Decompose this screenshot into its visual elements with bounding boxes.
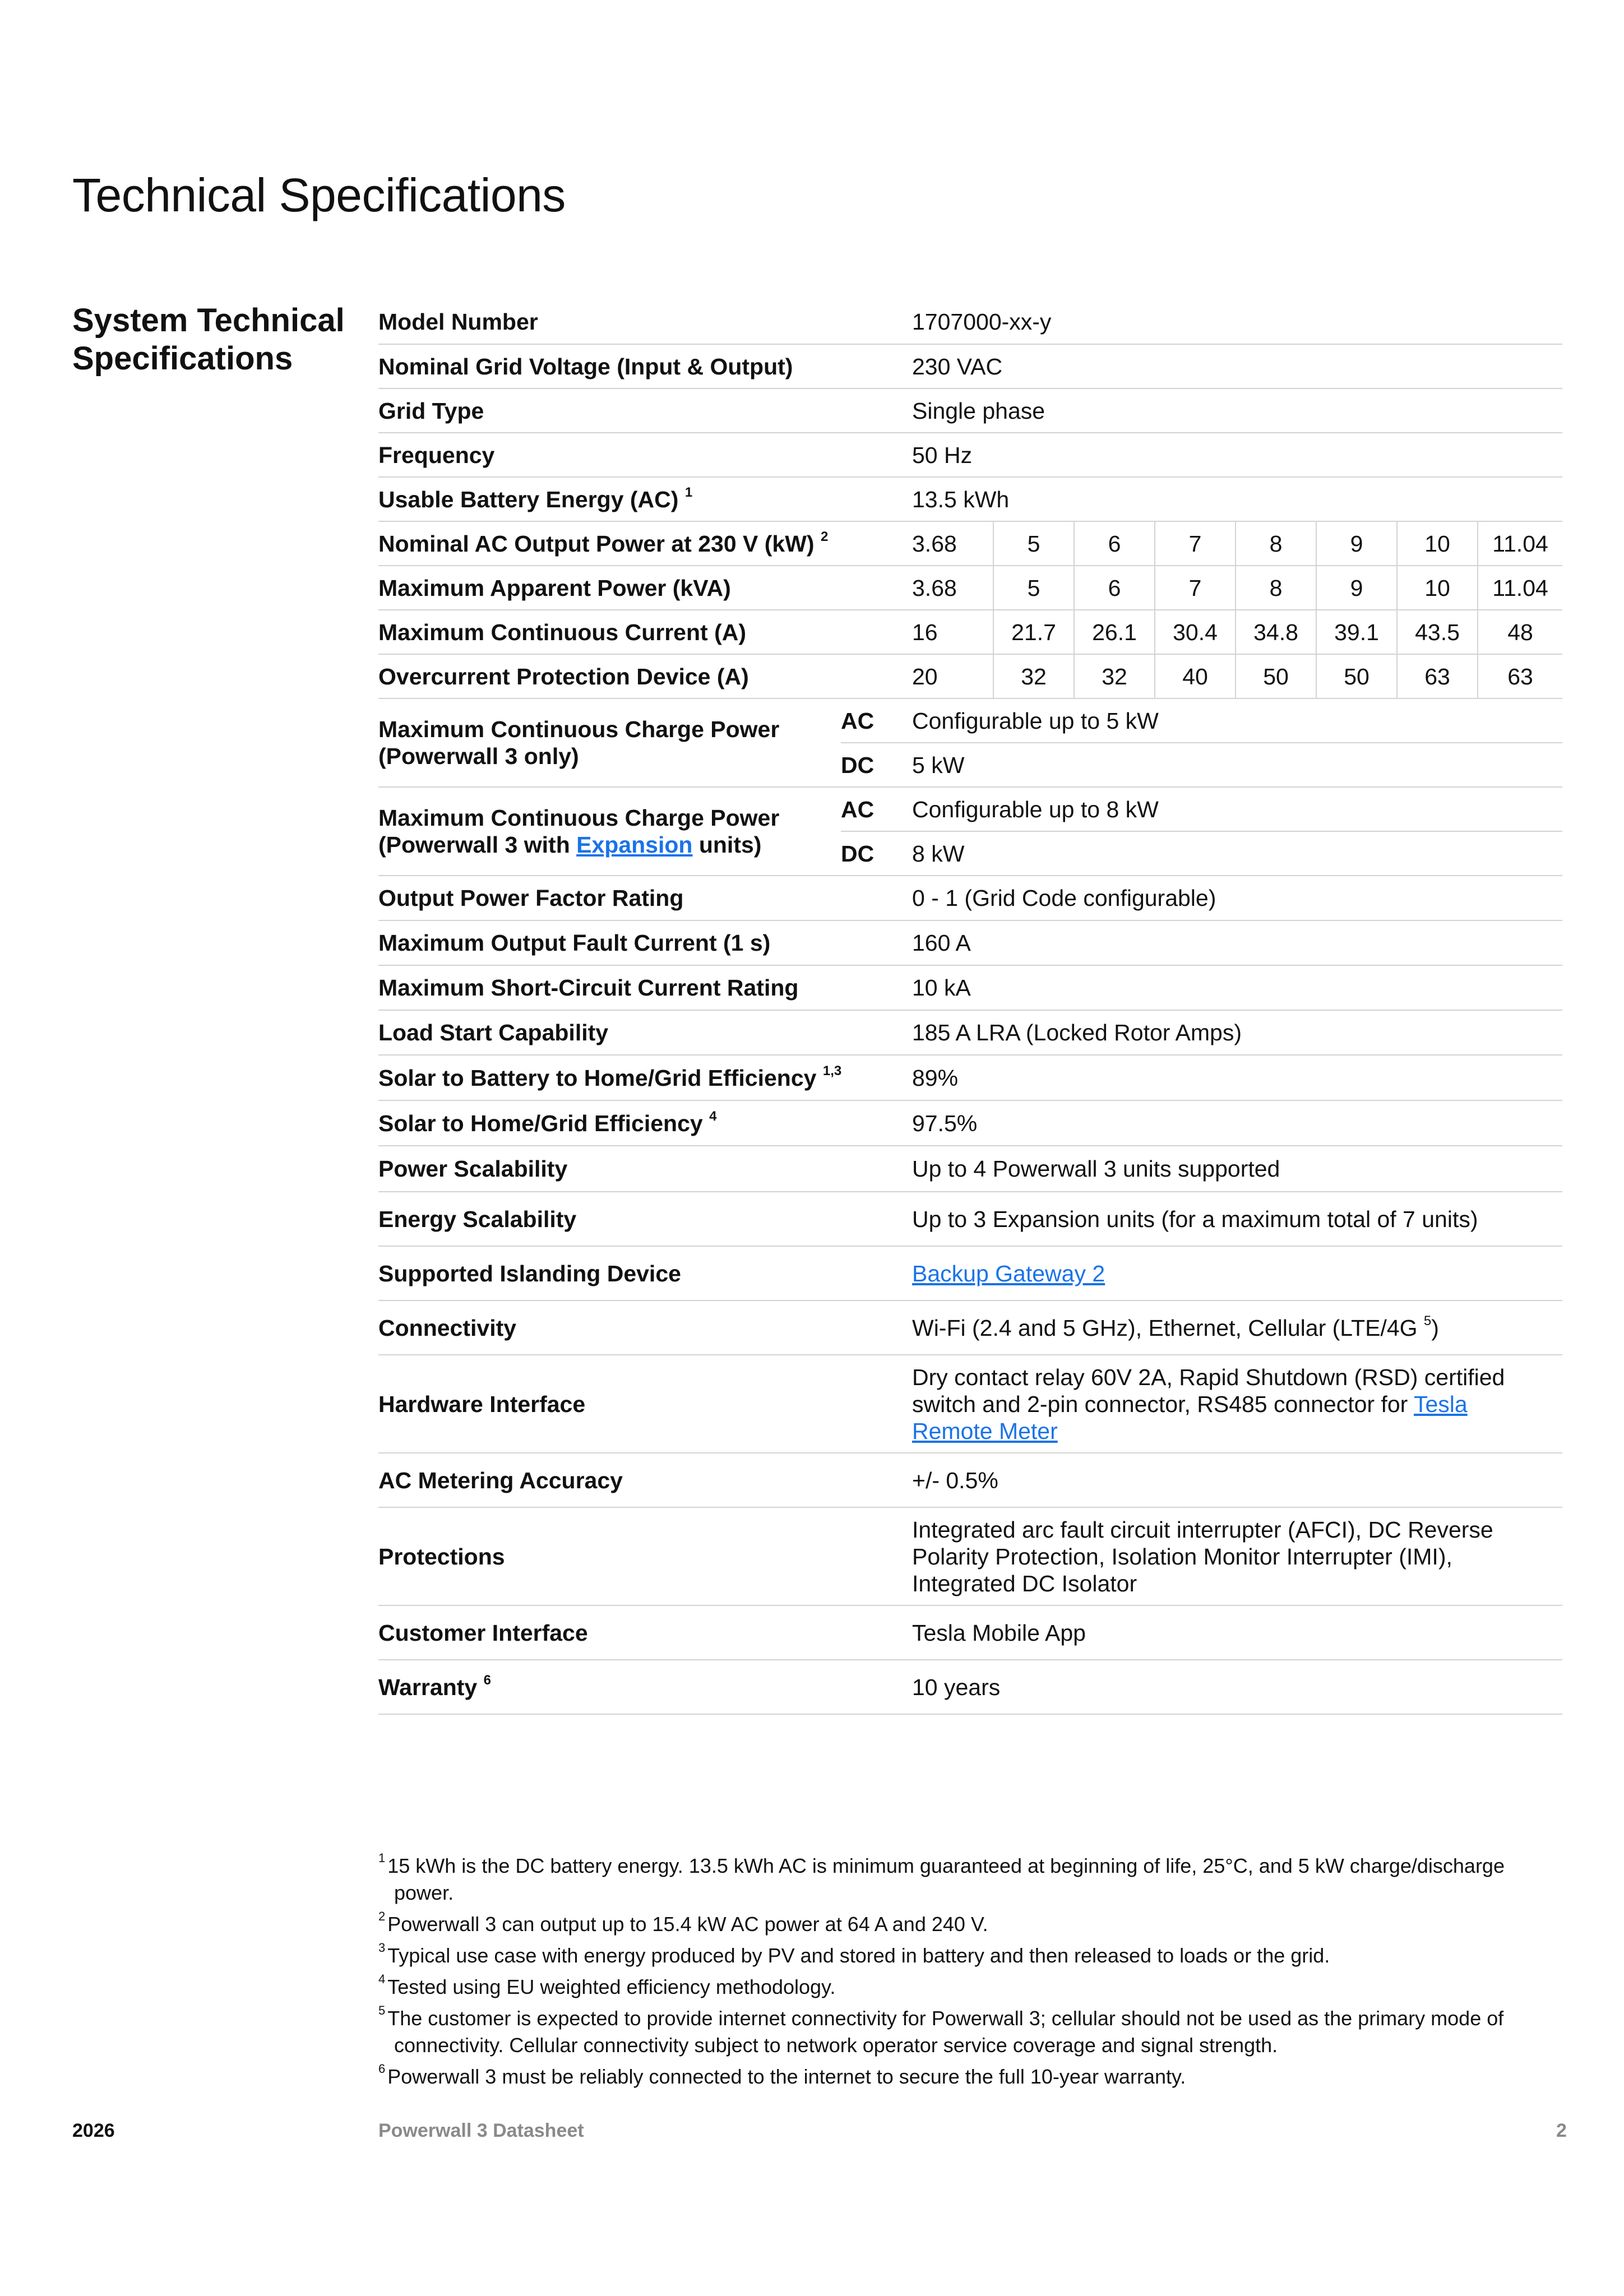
spec-label: Frequency	[378, 433, 912, 477]
footnote-number: 1	[378, 1851, 386, 1865]
value-cell: 43.5	[1397, 610, 1478, 654]
value-cell: 32	[993, 654, 1074, 698]
spec-row-continuous-current	[378, 610, 1562, 654]
footnote-text: The customer is expected to provide internet connectivity for Powerwall 3; cellular should not be used as the primary mode of connectivity. Cellular connectivity subject to network operator service coverage and signal strength.	[387, 2007, 1504, 2057]
spec-value: 160 A	[912, 920, 1562, 965]
value-cell: 10	[1397, 566, 1478, 610]
footnote	[378, 2005, 1564, 2059]
spec-row-islanding-device	[378, 1246, 1562, 1300]
spec-label	[378, 1100, 912, 1146]
spec-row-nominal-ac-power	[378, 521, 1562, 566]
spec-value: 50 Hz	[912, 433, 1562, 477]
footnote-ref: 1,3	[822, 1063, 842, 1078]
value-cell: 21.7	[993, 610, 1074, 654]
footnote	[378, 1974, 1564, 2001]
footnote	[378, 2063, 1564, 2090]
spec-value	[912, 1355, 1562, 1453]
spec-row-power-scalability	[378, 1146, 1562, 1192]
value-cell: 5	[993, 521, 1074, 566]
spec-value: 10 kA	[912, 965, 1562, 1010]
spec-label	[378, 1660, 912, 1714]
value-cell: 63	[1478, 654, 1562, 698]
value-line: Integrated arc fault circuit interrupter (AFCI), DC Reverse	[912, 1516, 1493, 1543]
value-cell: 3.68	[912, 521, 993, 566]
footnote-text: Powerwall 3 can output up to 15.4 kW AC power at 64 A and 240 V.	[387, 1913, 988, 1936]
spec-row-metering-accuracy	[378, 1453, 1562, 1507]
spec-label: Protections	[378, 1507, 912, 1605]
spec-value: +/- 0.5%	[912, 1453, 1562, 1507]
dc-label: DC	[841, 743, 912, 787]
expansion-link[interactable]: Expansion	[576, 832, 693, 858]
footnote-text: Tested using EU weighted efficiency methodology.	[387, 1975, 836, 1998]
label-text: Solar to Home/Grid Efficiency	[378, 1110, 703, 1136]
footer-document-title: Powerwall 3 Datasheet	[378, 2120, 584, 2141]
spec-label	[378, 521, 912, 566]
value-cell: 39.1	[1316, 610, 1397, 654]
spec-row-model-number	[378, 300, 1562, 344]
ac-label: AC	[841, 698, 912, 743]
spec-label: Maximum Short-Circuit Current Rating	[378, 965, 912, 1010]
spec-row-charge-power-expansion-ac	[378, 787, 1562, 831]
footnote	[378, 1942, 1564, 1969]
footnote	[378, 1911, 1564, 1938]
spec-row-solar-home-eff	[378, 1100, 1562, 1146]
footnote-text: Powerwall 3 must be reliably connected to the internet to secure the full 10-year warranty.	[387, 2065, 1186, 2088]
value-cell: 48	[1478, 610, 1562, 654]
page-number: 2	[1556, 2120, 1567, 2141]
label-line: Maximum Continuous Charge Power	[378, 716, 780, 742]
spec-label: Customer Interface	[378, 1605, 912, 1660]
value-text: Wi-Fi (2.4 and 5 GHz), Ethernet, Cellular (LTE/4G	[912, 1314, 1424, 1341]
spec-row-warranty	[378, 1660, 1562, 1714]
label-text: Solar to Battery to Home/Grid Efficiency	[378, 1064, 817, 1091]
footnote-ref: 2	[820, 529, 829, 544]
value-cell: 7	[1155, 566, 1236, 610]
footnote-number: 6	[378, 2062, 386, 2076]
spec-row-protections	[378, 1507, 1562, 1605]
footnote-ref: 4	[709, 1108, 717, 1124]
spec-label: Nominal Grid Voltage (Input & Output)	[378, 344, 912, 388]
label-line: Maximum Continuous Charge Power	[378, 805, 780, 831]
value-cell: 8	[1236, 521, 1316, 566]
spec-value: 0 - 1 (Grid Code configurable)	[912, 876, 1562, 920]
footnote-text: 15 kWh is the DC battery energy. 13.5 kWh AC is minimum guaranteed at beginning of life, 25°C, and 5 kW charge/discharge power.	[387, 1854, 1505, 1904]
value-cell: 3.68	[912, 566, 993, 610]
spec-value	[912, 1507, 1562, 1605]
value-cell: 50	[1236, 654, 1316, 698]
tesla-remote-meter-link[interactable]: Remote Meter	[912, 1418, 1058, 1444]
value-text: )	[1431, 1314, 1439, 1341]
spec-value: Tesla Mobile App	[912, 1605, 1562, 1660]
spec-value	[912, 1300, 1562, 1355]
spec-row-hardware-interface	[378, 1355, 1562, 1453]
footnote-ref: 6	[483, 1672, 491, 1688]
spec-row-grid-type	[378, 388, 1562, 433]
value-cell: 9	[1316, 521, 1397, 566]
spec-label: Output Power Factor Rating	[378, 876, 912, 920]
ac-label: AC	[841, 787, 912, 831]
value-cell: 40	[1155, 654, 1236, 698]
spec-label: Maximum Output Fault Current (1 s)	[378, 920, 912, 965]
page-title: Technical Specifications	[72, 169, 566, 221]
spec-value: Up to 4 Powerwall 3 units supported	[912, 1146, 1562, 1192]
spec-value: 185 A LRA (Locked Rotor Amps)	[912, 1010, 1562, 1055]
value-cell: 7	[1155, 521, 1236, 566]
value-cell: 20	[912, 654, 993, 698]
spec-label: Energy Scalability	[378, 1192, 912, 1246]
spec-value: 5 kW	[912, 743, 1562, 787]
footnote-ref: 1	[684, 484, 693, 500]
footnote-text: Typical use case with energy produced by PV and stored in battery and then released to loads or the grid.	[387, 1944, 1330, 1967]
spec-row-overcurrent-device	[378, 654, 1562, 698]
spec-value: 13.5 kWh	[912, 477, 1562, 521]
spec-label	[378, 698, 841, 787]
value-cell: 5	[993, 566, 1074, 610]
label-text: (Powerwall 3 with	[378, 832, 577, 858]
footnote-number: 3	[378, 1941, 386, 1955]
spec-row-load-start	[378, 1010, 1562, 1055]
spec-label: Maximum Apparent Power (kVA)	[378, 566, 912, 610]
spec-label: Grid Type	[378, 388, 912, 433]
value-line: Polarity Protection, Isolation Monitor Interrupter (IMI),	[912, 1543, 1452, 1570]
value-cell: 50	[1316, 654, 1397, 698]
spec-label: Power Scalability	[378, 1146, 912, 1192]
value-cell: 6	[1074, 521, 1155, 566]
value-cell: 63	[1397, 654, 1478, 698]
value-line: Dry contact relay 60V 2A, Rapid Shutdown (RSD) certified	[912, 1364, 1505, 1390]
value-line: Integrated DC Isolator	[912, 1570, 1137, 1596]
spec-table	[378, 300, 1562, 1715]
spec-label: Overcurrent Protection Device (A)	[378, 654, 912, 698]
spec-row-customer-interface	[378, 1605, 1562, 1660]
value-line	[912, 1391, 1562, 1418]
spec-value: Single phase	[912, 388, 1562, 433]
label-line: (Powerwall 3 only)	[378, 743, 579, 769]
value-cell: 34.8	[1236, 610, 1316, 654]
spec-value: Up to 3 Expansion units (for a maximum total of 7 units)	[912, 1192, 1562, 1246]
spec-label: Maximum Continuous Current (A)	[378, 610, 912, 654]
spec-row-apparent-power	[378, 566, 1562, 610]
spec-value: 97.5%	[912, 1100, 1562, 1146]
spec-row-short-circuit	[378, 965, 1562, 1010]
value-cell: 10	[1397, 521, 1478, 566]
spec-label: Hardware Interface	[378, 1355, 912, 1453]
spec-label	[378, 477, 912, 521]
dc-label: DC	[841, 831, 912, 876]
value-cell: 8	[1236, 566, 1316, 610]
value-cell: 26.1	[1074, 610, 1155, 654]
spec-row-connectivity	[378, 1300, 1562, 1355]
value-cell: 9	[1316, 566, 1397, 610]
value-cell: 16	[912, 610, 993, 654]
footnotes	[378, 1853, 1564, 2095]
spec-value: 230 VAC	[912, 344, 1562, 388]
value-text: switch and 2-pin connector, RS485 connector for	[912, 1391, 1414, 1417]
spec-label: Supported Islanding Device	[378, 1246, 912, 1300]
spec-label	[378, 787, 841, 876]
spec-value: 1707000-xx-y	[912, 300, 1562, 344]
label-text: Warranty	[378, 1674, 478, 1700]
spec-value	[912, 1246, 1562, 1300]
label-line	[378, 831, 830, 858]
value-cell: 11.04	[1478, 566, 1562, 610]
spec-label	[378, 1055, 912, 1100]
spec-label: AC Metering Accuracy	[378, 1453, 912, 1507]
footnote-number: 5	[378, 2003, 386, 2017]
spec-row-charge-power-pw3-ac	[378, 698, 1562, 743]
spec-value: Configurable up to 8 kW	[912, 787, 1562, 831]
label-text: units)	[692, 832, 762, 858]
spec-row-grid-voltage	[378, 344, 1562, 388]
tesla-remote-meter-link[interactable]: Tesla	[1413, 1391, 1468, 1417]
footnote-ref: 5	[1423, 1313, 1432, 1328]
spec-label: Connectivity	[378, 1300, 912, 1355]
label-text: Nominal AC Output Power at 230 V (kW)	[378, 530, 815, 557]
label-text: Usable Battery Energy (AC)	[378, 486, 679, 512]
footer-year: 2026	[72, 2120, 115, 2141]
spec-value: Configurable up to 5 kW	[912, 698, 1562, 743]
spec-row-usable-energy	[378, 477, 1562, 521]
value-cell: 6	[1074, 566, 1155, 610]
spec-row-solar-battery-eff	[378, 1055, 1562, 1100]
spec-value: 8 kW	[912, 831, 1562, 876]
spec-row-energy-scalability	[378, 1192, 1562, 1246]
spec-row-power-factor	[378, 876, 1562, 920]
footnote-number: 2	[378, 1909, 386, 1923]
value-cell: 11.04	[1478, 521, 1562, 566]
spec-value: 10 years	[912, 1660, 1562, 1714]
footnote-number: 4	[378, 1972, 386, 1986]
value-line	[912, 1418, 1562, 1445]
footnote	[378, 1853, 1564, 1906]
spec-value: 89%	[912, 1055, 1562, 1100]
spec-label: Load Start Capability	[378, 1010, 912, 1055]
spec-label: Model Number	[378, 300, 912, 344]
section-title: System Technical Specifications	[72, 302, 345, 377]
spec-row-fault-current	[378, 920, 1562, 965]
value-cell: 32	[1074, 654, 1155, 698]
backup-gateway-link[interactable]: Backup Gateway 2	[912, 1260, 1105, 1286]
value-cell: 30.4	[1155, 610, 1236, 654]
spec-row-frequency	[378, 433, 1562, 477]
